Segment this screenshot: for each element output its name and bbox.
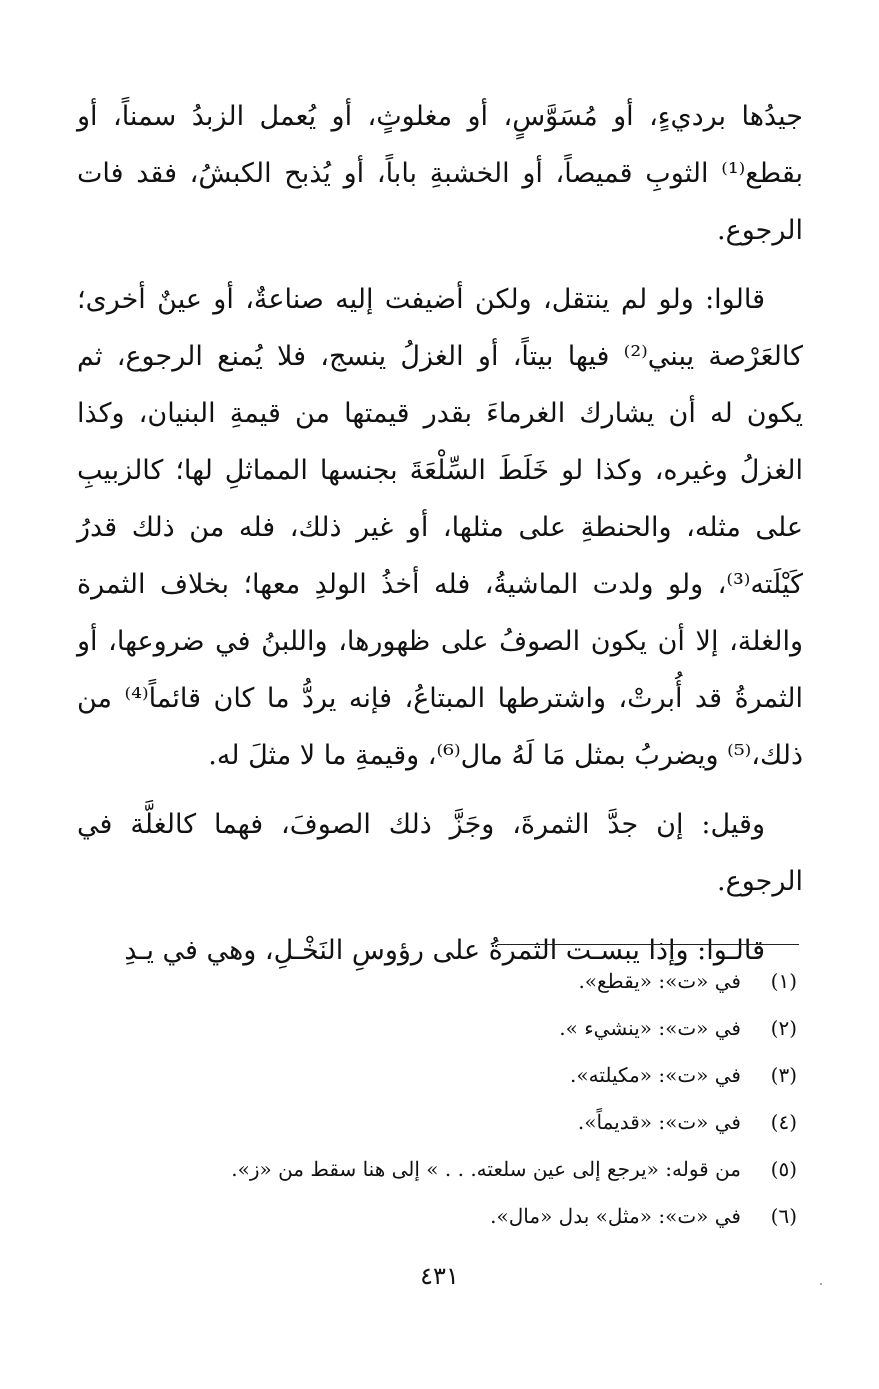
footnote-text: في «ت»: «قديماً».	[577, 1110, 741, 1134]
paragraph-3: وقيل: إن جدَّ الثمرةَ، وجَزَّ ذلك الصوفَ، فهما كالغلَّة في الرجوع.	[77, 809, 803, 897]
footnote-4	[97, 1099, 797, 1146]
footnote-divider	[497, 944, 799, 945]
footnote-number: (٣)	[770, 1063, 797, 1087]
footnote-text: في «ت»: «مثل» بدل «مال».	[490, 1204, 741, 1228]
scan-speck	[820, 1283, 822, 1285]
footnote-text: في «ت»: «مكيلته».	[570, 1063, 741, 1087]
footnote-text: في «ت»: «يقطع».	[578, 969, 741, 993]
page-number: ٤٣١	[420, 1262, 459, 1290]
footnote-6	[97, 1193, 797, 1240]
footnote-number: (٦)	[770, 1204, 797, 1228]
main-text	[77, 88, 803, 991]
footnote-text: من قوله: «يرجع إلى عين سلعته. . . » إلى هنا سقط من «ز».	[231, 1157, 741, 1181]
footnote-3	[97, 1052, 797, 1099]
footnote-1	[97, 958, 797, 1005]
footnote-number: (٥)	[770, 1157, 797, 1181]
paragraph-2: قالوا: ولو لم ينتقل، ولكن أضيفت إليه صناعةٌ، أو عينٌ أخرى؛ كالعَرْصة يبني⁽²⁾ فيها بيتاً، أو الغزلُ ينسج، فلا يُمنع الرجوع، ثم يكون له أن يشارك الغرماءَ بقدر قيمتها من قيمةِ البنيان، وكذا الغزلُ وغيره، وكذا لو خَلَطَ السِّلْعَةَ بجنسها المماثلِ لها؛ كالزبيبِ على مثله، والحنطةِ على مثلها، أو غير ذلك، فله من ذلك قدرُ كَيْلَته⁽³⁾، ولو ولدت الماشيةُ، فله أخذُ الولدِ معها؛ بخلاف الثمرة والغلة، إلا أن يكون الصوفُ على ظهورها، واللبنُ في ضروعها، أو الثمرةُ قد أُبرتْ، واشترطها المبتاعُ، فإنه يردُّ ما كان قائماً⁽⁴⁾ من ذلك،⁽⁵⁾ ويضربُ بمثل مَا لَهُ مال⁽⁶⁾، وقيمةِ ما لا مثلَ له.	[77, 284, 803, 771]
footnote-2	[97, 1005, 797, 1052]
paragraph-1: جيدُها برديءٍ، أو مُسَوَّسٍ، أو مغلوثٍ، أو يُعمل الزبدُ سمناً، أو بقطع⁽¹⁾ الثوبِ قميصاً، أو الخشبةِ باباً، أو يُذبح الكبشُ، فقد فات الرجوع.	[77, 101, 803, 246]
footnote-number: (٤)	[770, 1110, 797, 1134]
footnote-text: في «ت»: «ينشيء ».	[559, 1016, 741, 1040]
footnote-number: (١)	[770, 969, 797, 993]
footnote-number: (٢)	[770, 1016, 797, 1040]
paragraph-4: قالـوا: وإذا يبسـت الثمرةُ على رؤوسِ النَخْـلِ، وهي في يـدِ	[124, 935, 765, 966]
footnote-5	[97, 1146, 797, 1193]
footnotes	[97, 958, 797, 1240]
